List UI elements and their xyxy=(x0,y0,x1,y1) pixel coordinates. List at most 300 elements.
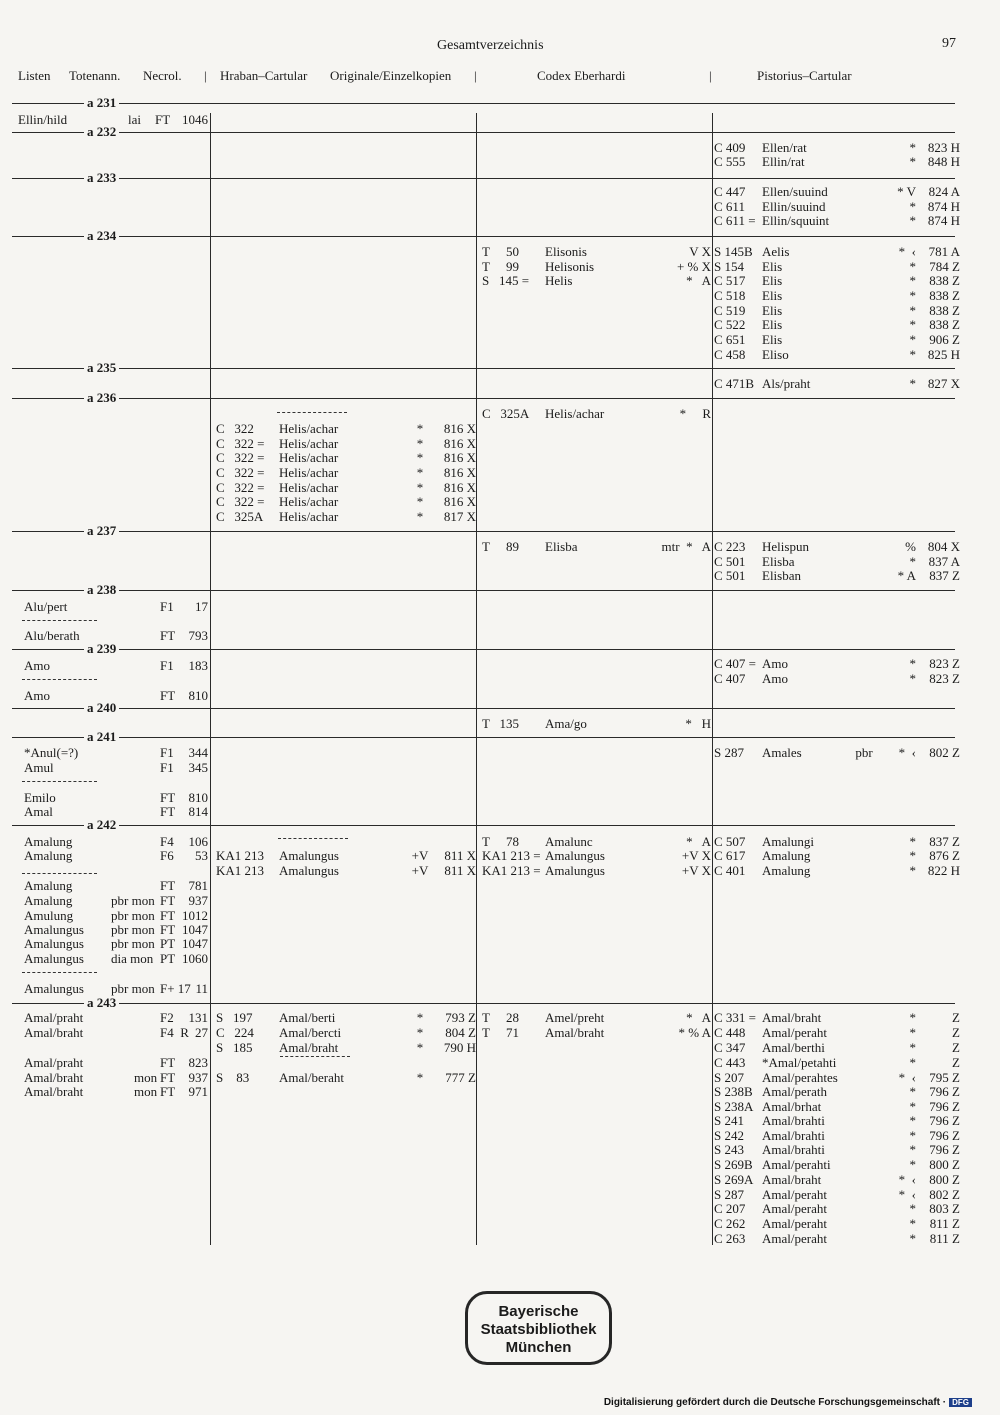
hraban-name: Amal/bercti xyxy=(279,1025,342,1040)
section-rule xyxy=(12,1003,955,1004)
section-rule xyxy=(12,531,955,532)
hraban-mark: * xyxy=(416,509,424,524)
eberhardi-ref: T 50 xyxy=(482,244,519,259)
column-separator xyxy=(476,113,477,1245)
footer-text: Digitalisierung gefördert durch die Deutsche Forschungsgemeinschaft · xyxy=(603,1397,947,1408)
pistorius-name: Amalung xyxy=(762,848,811,863)
necrol-number: 1060 xyxy=(182,951,208,966)
list-name: Alu/berath xyxy=(24,628,80,643)
pistorius-value: 838 Z xyxy=(929,303,960,318)
pistorius-ref: S 269B xyxy=(714,1157,753,1172)
stamp-line-1: Bayerische xyxy=(498,1303,579,1320)
necrol-number: 53 xyxy=(195,848,208,863)
eberhardi-ref: C 325A xyxy=(482,406,530,421)
section-label: a 237 xyxy=(84,524,119,538)
necrol-number: 11 xyxy=(195,981,208,996)
hraban-mark: * xyxy=(416,494,424,509)
pistorius-mark: * xyxy=(909,848,916,863)
totenann-entry: mon xyxy=(134,1084,158,1099)
pistorius-value: 796 Z xyxy=(929,1128,960,1143)
section-label: a 241 xyxy=(84,730,119,744)
necrol-number: 1047 xyxy=(182,936,208,951)
section-rule xyxy=(12,649,955,650)
pistorius-name: Amal/brhat xyxy=(762,1099,822,1114)
hraban-value: 816 X xyxy=(443,436,476,451)
eberhardi-mark: * H xyxy=(685,716,711,731)
eberhardi-mark: * A xyxy=(686,273,711,288)
necrol-source: FT xyxy=(160,878,176,893)
hraban-value: 816 X xyxy=(443,450,476,465)
pistorius-name: Amal/berthi xyxy=(762,1040,825,1055)
hraban-ref: KA1 213 xyxy=(216,863,265,878)
pistorius-name: Elis xyxy=(762,259,783,274)
pistorius-ref: C 611 = xyxy=(714,213,756,228)
eberhardi-ref: T 135 xyxy=(482,716,519,731)
list-dash-separator xyxy=(22,972,97,973)
pistorius-mark: * A xyxy=(897,568,916,583)
pistorius-name: Amal/peraht xyxy=(762,1216,827,1231)
totenann-entry: pbr mon xyxy=(111,922,155,937)
pistorius-value: 802 Z xyxy=(929,745,960,760)
page-title: Gesamtverzeichnis xyxy=(437,38,544,53)
column-header: | xyxy=(709,68,712,83)
eberhardi-mark: V X xyxy=(689,244,711,259)
section-label: a 235 xyxy=(84,361,119,375)
hraban-mark: * xyxy=(416,1040,424,1055)
hraban-name: Amal/berti xyxy=(279,1010,336,1025)
column-separator xyxy=(210,113,211,1245)
necrol-number: 1047 xyxy=(182,922,208,937)
pistorius-mark: * xyxy=(909,1084,916,1099)
list-dash-separator xyxy=(22,873,97,874)
section-rule xyxy=(12,368,955,369)
list-name: Amal xyxy=(24,804,53,819)
hraban-value: 790 H xyxy=(443,1040,476,1055)
eberhardi-name: Amalungus xyxy=(545,848,605,863)
totenann-entry: pbr mon xyxy=(111,893,155,908)
pistorius-name: Amal/braht xyxy=(762,1172,822,1187)
pistorius-mark: * xyxy=(909,1216,916,1231)
pistorius-value: 823 Z xyxy=(929,656,960,671)
dfg-logo: DFG xyxy=(949,1398,972,1407)
pistorius-ref: S 207 xyxy=(714,1070,744,1085)
list-name: Amal/braht xyxy=(24,1070,84,1085)
pistorius-ref: S 145B xyxy=(714,244,753,259)
pistorius-mark: * xyxy=(909,1040,916,1055)
necrol-source: F1 xyxy=(160,658,174,673)
pistorius-ref: C 555 xyxy=(714,154,746,169)
column-header: Necrol. xyxy=(143,68,182,83)
hraban-ref: KA1 213 xyxy=(216,848,265,863)
pistorius-mark: * xyxy=(909,1128,916,1143)
pistorius-ref: S 242 xyxy=(714,1128,744,1143)
pistorius-value: 796 Z xyxy=(929,1142,960,1157)
totenann-entry: lai xyxy=(128,112,141,127)
necrol-number: 781 xyxy=(188,878,208,893)
list-name: Amalungus xyxy=(24,981,84,996)
pistorius-value: 781 A xyxy=(928,244,960,259)
necrol-source: FT xyxy=(160,628,176,643)
column-header: Pistorius–Cartular xyxy=(757,68,852,83)
totenann-entry: pbr mon xyxy=(111,981,155,996)
pistorius-mark: * xyxy=(909,1010,916,1025)
pistorius-ref: C 507 xyxy=(714,834,746,849)
eberhardi-mark: * A xyxy=(686,1010,711,1025)
hraban-ref: C 325A xyxy=(216,509,264,524)
pistorius-mark: * xyxy=(909,554,916,569)
pistorius-ref: C 207 xyxy=(714,1201,746,1216)
stamp-line-3: München xyxy=(505,1339,572,1356)
pistorius-name: Helispun xyxy=(762,539,809,554)
column-header: | xyxy=(474,68,477,83)
eberhardi-name: Helis xyxy=(545,273,573,288)
eberhardi-mark: +V X xyxy=(681,863,711,878)
pistorius-name: Elis xyxy=(762,288,783,303)
pistorius-mark: * xyxy=(909,347,916,362)
pistorius-name: Amal/peraht xyxy=(762,1025,827,1040)
pistorius-mark: * ‹ xyxy=(898,244,916,259)
necrol-number: 27 xyxy=(195,1025,208,1040)
pistorius-name: Amal/peraht xyxy=(762,1187,827,1202)
pistorius-name: Amal/brahti xyxy=(762,1142,825,1157)
pistorius-value: Z xyxy=(952,1010,960,1025)
pistorius-mark: * ‹ xyxy=(898,1070,916,1085)
pistorius-name: Elis xyxy=(762,303,783,318)
hraban-name: Amalungus xyxy=(279,863,339,878)
necrol-number: 1012 xyxy=(182,908,208,923)
eberhardi-name: Amalungus xyxy=(545,863,605,878)
section-label: a 233 xyxy=(84,171,119,185)
pistorius-ref: C 401 xyxy=(714,863,746,878)
pistorius-ref: C 651 xyxy=(714,332,746,347)
eberhardi-mark: mtr * A xyxy=(661,539,711,554)
hraban-name: Helis/achar xyxy=(279,494,339,509)
hraban-value: 793 Z xyxy=(445,1010,476,1025)
eberhardi-name: Helis/achar xyxy=(545,406,605,421)
pistorius-value: 823 Z xyxy=(929,671,960,686)
pistorius-value: 825 H xyxy=(927,347,960,362)
pistorius-name: Elis xyxy=(762,332,783,347)
section-label: a 239 xyxy=(84,642,119,656)
pistorius-name: Amal/perahtes xyxy=(762,1070,838,1085)
pistorius-ref: C 409 xyxy=(714,140,746,155)
pistorius-mark: * xyxy=(909,140,916,155)
pistorius-ref: S 238A xyxy=(714,1099,754,1114)
necrol-source: FT xyxy=(160,804,176,819)
hraban-name: Helis/achar xyxy=(279,436,339,451)
pistorius-value: 848 H xyxy=(927,154,960,169)
list-name: Amulung xyxy=(24,908,74,923)
hraban-mark: * xyxy=(416,1070,424,1085)
necrol-number: 937 xyxy=(188,1070,208,1085)
eberhardi-name: Amal/braht xyxy=(545,1025,605,1040)
pistorius-ref: C 407 = xyxy=(714,656,757,671)
pistorius-value: 811 Z xyxy=(929,1216,960,1231)
pistorius-ref: S 287 xyxy=(714,745,744,760)
eberhardi-ref: KA1 213 = xyxy=(482,863,541,878)
pistorius-value: 837 A xyxy=(928,554,960,569)
pistorius-name: Elisban xyxy=(762,568,801,583)
list-name: Amal/praht xyxy=(24,1010,84,1025)
pistorius-mark: * xyxy=(909,317,916,332)
eberhardi-ref: T 99 xyxy=(482,259,519,274)
pistorius-mark: * xyxy=(909,273,916,288)
list-dash-separator xyxy=(22,781,97,782)
eberhardi-name: Amalunc xyxy=(545,834,593,849)
list-name: Amo xyxy=(24,658,50,673)
section-label: a 238 xyxy=(84,583,119,597)
pistorius-name: Amales xyxy=(762,745,802,760)
pistorius-ref: C 471B xyxy=(714,376,755,391)
section-label: a 232 xyxy=(84,125,119,139)
necrol-source: FT xyxy=(160,922,176,937)
hraban-name: Helis/achar xyxy=(279,465,339,480)
pistorius-value: 811 Z xyxy=(929,1231,960,1246)
pistorius-name: Amo xyxy=(762,656,788,671)
necrol-source: FT xyxy=(160,790,176,805)
necrol-number: 1046 xyxy=(182,112,208,127)
necrol-source: FT xyxy=(160,1070,176,1085)
pistorius-name: Als/praht xyxy=(762,376,811,391)
necrol-number: 793 xyxy=(188,628,208,643)
necrol-source: FT xyxy=(160,1084,176,1099)
list-name: Amalungus xyxy=(24,922,84,937)
eberhardi-name: Helisonis xyxy=(545,259,595,274)
pistorius-name: Ellin/rat xyxy=(762,154,805,169)
hraban-value: 804 Z xyxy=(445,1025,476,1040)
eberhardi-ref: S 145 = xyxy=(482,273,530,288)
pistorius-ref: S 287 xyxy=(714,1187,744,1202)
necrol-number: 823 xyxy=(188,1055,208,1070)
pistorius-ref: S 269A xyxy=(714,1172,754,1187)
pistorius-value: 796 Z xyxy=(929,1113,960,1128)
pistorius-ref: C 347 xyxy=(714,1040,746,1055)
column-header: Originale/Einzelkopien xyxy=(330,68,452,83)
pistorius-ref: C 522 xyxy=(714,317,746,332)
pistorius-name: Amal/brahti xyxy=(762,1113,825,1128)
section-label: a 240 xyxy=(84,701,119,715)
pistorius-ref: C 617 xyxy=(714,848,746,863)
section-label: a 231 xyxy=(84,96,119,110)
list-name: Amalung xyxy=(24,834,73,849)
section-rule xyxy=(12,825,955,826)
pistorius-name: Ellin/suuind xyxy=(762,199,826,214)
pistorius-value: 803 Z xyxy=(929,1201,960,1216)
eberhardi-name: Elisba xyxy=(545,539,578,554)
pistorius-value: 837 Z xyxy=(929,568,960,583)
hraban-ref: C 322 = xyxy=(216,480,265,495)
pistorius-ref: S 243 xyxy=(714,1142,744,1157)
hraban-ref: C 224 xyxy=(216,1025,254,1040)
pistorius-value: 823 H xyxy=(927,140,960,155)
pistorius-name: Amal/brahti xyxy=(762,1128,825,1143)
necrol-source: F6 xyxy=(160,848,174,863)
pistorius-value: Z xyxy=(952,1055,960,1070)
pistorius-ref: C 331 = xyxy=(714,1010,757,1025)
necrol-source: FT xyxy=(160,908,176,923)
pistorius-name: Elis xyxy=(762,317,783,332)
eberhardi-name: Ama/go xyxy=(545,716,587,731)
pistorius-value: 822 H xyxy=(927,863,960,878)
pistorius-name: Amalung xyxy=(762,863,811,878)
pistorius-mark: * xyxy=(909,303,916,318)
pistorius-mark: * ‹ xyxy=(898,1187,916,1202)
hraban-ref: C 322 = xyxy=(216,436,265,451)
pistorius-mark: * xyxy=(909,863,916,878)
column-header: | xyxy=(204,68,207,83)
pistorius-ref: C 458 xyxy=(714,347,746,362)
pistorius-ref: S 241 xyxy=(714,1113,744,1128)
list-dash-separator xyxy=(22,620,97,621)
pistorius-mark: * xyxy=(909,288,916,303)
pistorius-value: 796 Z xyxy=(929,1099,960,1114)
pistorius-value: 804 X xyxy=(927,539,960,554)
pistorius-mark: * xyxy=(909,199,916,214)
totenann-entry: mon xyxy=(134,1070,158,1085)
eberhardi-ref: T 89 xyxy=(482,539,519,554)
necrol-number: 345 xyxy=(188,760,208,775)
pistorius-mark: * xyxy=(909,376,916,391)
pistorius-ref: C 262 xyxy=(714,1216,746,1231)
pistorius-mark: * xyxy=(909,656,916,671)
pistorius-name: Ellen/rat xyxy=(762,140,807,155)
list-name: Ellin/hild xyxy=(18,112,68,127)
section-rule xyxy=(12,178,955,179)
section-rule xyxy=(12,236,955,237)
list-name: *Anul(=?) xyxy=(24,745,79,760)
hraban-ref: C 322 = xyxy=(216,465,265,480)
necrol-source: FT xyxy=(160,1055,176,1070)
pistorius-mark: % xyxy=(905,539,916,554)
hraban-dash-separator xyxy=(278,838,348,839)
eberhardi-mark: +V X xyxy=(681,848,711,863)
necrol-source: F1 xyxy=(160,760,174,775)
eberhardi-ref: T 71 xyxy=(482,1025,519,1040)
list-name: Amalungus xyxy=(24,951,84,966)
list-name: Amal/braht xyxy=(24,1025,84,1040)
necrol-number: 810 xyxy=(188,790,208,805)
necrol-source: F4 R xyxy=(160,1025,189,1040)
list-name: Amalung xyxy=(24,848,73,863)
pistorius-mark: * xyxy=(909,1201,916,1216)
pistorius-name: *Amal/petahti xyxy=(762,1055,837,1070)
list-name: Amal/braht xyxy=(24,1084,84,1099)
pistorius-mark: * xyxy=(909,332,916,347)
pistorius-value: 784 Z xyxy=(929,259,960,274)
hraban-name: Helis/achar xyxy=(279,450,339,465)
pistorius-name: Ellin/squuint xyxy=(762,213,830,228)
hraban-mark: * xyxy=(416,450,424,465)
pistorius-ref: C 223 xyxy=(714,539,746,554)
digitization-footer xyxy=(604,1397,972,1408)
totenann-entry: pbr mon xyxy=(111,936,155,951)
pistorius-value: 838 Z xyxy=(929,317,960,332)
hraban-ref: S 83 xyxy=(216,1070,250,1085)
necrol-number: 814 xyxy=(188,804,208,819)
section-label: a 242 xyxy=(84,818,119,832)
pistorius-name: Ellen/suuind xyxy=(762,184,828,199)
necrol-source: FT xyxy=(155,112,171,127)
hraban-dash-separator xyxy=(277,412,347,413)
pistorius-mark: * ‹ xyxy=(898,1172,916,1187)
pistorius-value: Z xyxy=(952,1040,960,1055)
list-name: Amalung xyxy=(24,878,73,893)
list-name: Amul xyxy=(24,760,54,775)
eberhardi-mark: + % X xyxy=(676,259,711,274)
necrol-number: 106 xyxy=(188,834,208,849)
pistorius-mark: * xyxy=(909,1113,916,1128)
pistorius-value: 795 Z xyxy=(929,1070,960,1085)
pistorius-ref: C 501 xyxy=(714,554,746,569)
section-label: a 234 xyxy=(84,229,119,243)
pistorius-name: Amo xyxy=(762,671,788,686)
pistorius-name: Aelis xyxy=(762,244,790,259)
pistorius-value: 796 Z xyxy=(929,1084,960,1099)
necrol-source: PT xyxy=(160,951,176,966)
pistorius-ref: C 519 xyxy=(714,303,746,318)
pistorius-name: Elis xyxy=(762,273,783,288)
pistorius-value: 874 H xyxy=(927,199,960,214)
list-name: Emilo xyxy=(24,790,56,805)
pistorius-ref: C 448 xyxy=(714,1025,746,1040)
pistorius-name: Eliso xyxy=(762,347,789,362)
column-header: Codex Eberhardi xyxy=(537,68,626,83)
hraban-ref: C 322 = xyxy=(216,494,265,509)
pistorius-mark: pbr * ‹ xyxy=(855,745,916,760)
pistorius-value: 824 A xyxy=(928,184,960,199)
necrol-source: F1 xyxy=(160,745,174,760)
column-separator xyxy=(712,113,713,1245)
pistorius-value: 838 Z xyxy=(929,288,960,303)
hraban-name: Helis/achar xyxy=(279,480,339,495)
hraban-mark: +V xyxy=(411,848,429,863)
eberhardi-ref: T 78 xyxy=(482,834,519,849)
pistorius-name: Elisba xyxy=(762,554,795,569)
eberhardi-mark: * R xyxy=(679,406,711,421)
eberhardi-mark: * % A xyxy=(678,1025,711,1040)
hraban-value: 816 X xyxy=(443,421,476,436)
eberhardi-ref: T 28 xyxy=(482,1010,519,1025)
hraban-value: 811 X xyxy=(444,848,476,863)
section-rule xyxy=(12,103,955,104)
pistorius-value: 838 Z xyxy=(929,273,960,288)
list-name: Amalung xyxy=(24,893,73,908)
pistorius-value: 874 H xyxy=(927,213,960,228)
hraban-value: 816 X xyxy=(443,480,476,495)
necrol-number: 937 xyxy=(188,893,208,908)
list-dash-separator xyxy=(22,679,97,680)
pistorius-ref: C 443 xyxy=(714,1055,746,1070)
hraban-mark: * xyxy=(416,465,424,480)
pistorius-mark: * V xyxy=(897,184,916,199)
pistorius-value: 827 X xyxy=(927,376,960,391)
pistorius-mark: * xyxy=(909,154,916,169)
hraban-value: 817 X xyxy=(443,509,476,524)
hraban-name: Amalungus xyxy=(279,848,339,863)
list-name: Amalungus xyxy=(24,936,84,951)
necrol-number: 971 xyxy=(188,1084,208,1099)
eberhardi-name: Amel/preht xyxy=(545,1010,605,1025)
pistorius-mark: * xyxy=(909,1055,916,1070)
pistorius-ref: C 517 xyxy=(714,273,746,288)
hraban-value: 816 X xyxy=(443,494,476,509)
hraban-value: 777 Z xyxy=(445,1070,476,1085)
totenann-entry: dia mon xyxy=(111,951,154,966)
pistorius-mark: * xyxy=(909,834,916,849)
pistorius-name: Amal/braht xyxy=(762,1010,822,1025)
pistorius-mark: * xyxy=(909,1142,916,1157)
pistorius-ref: C 447 xyxy=(714,184,746,199)
